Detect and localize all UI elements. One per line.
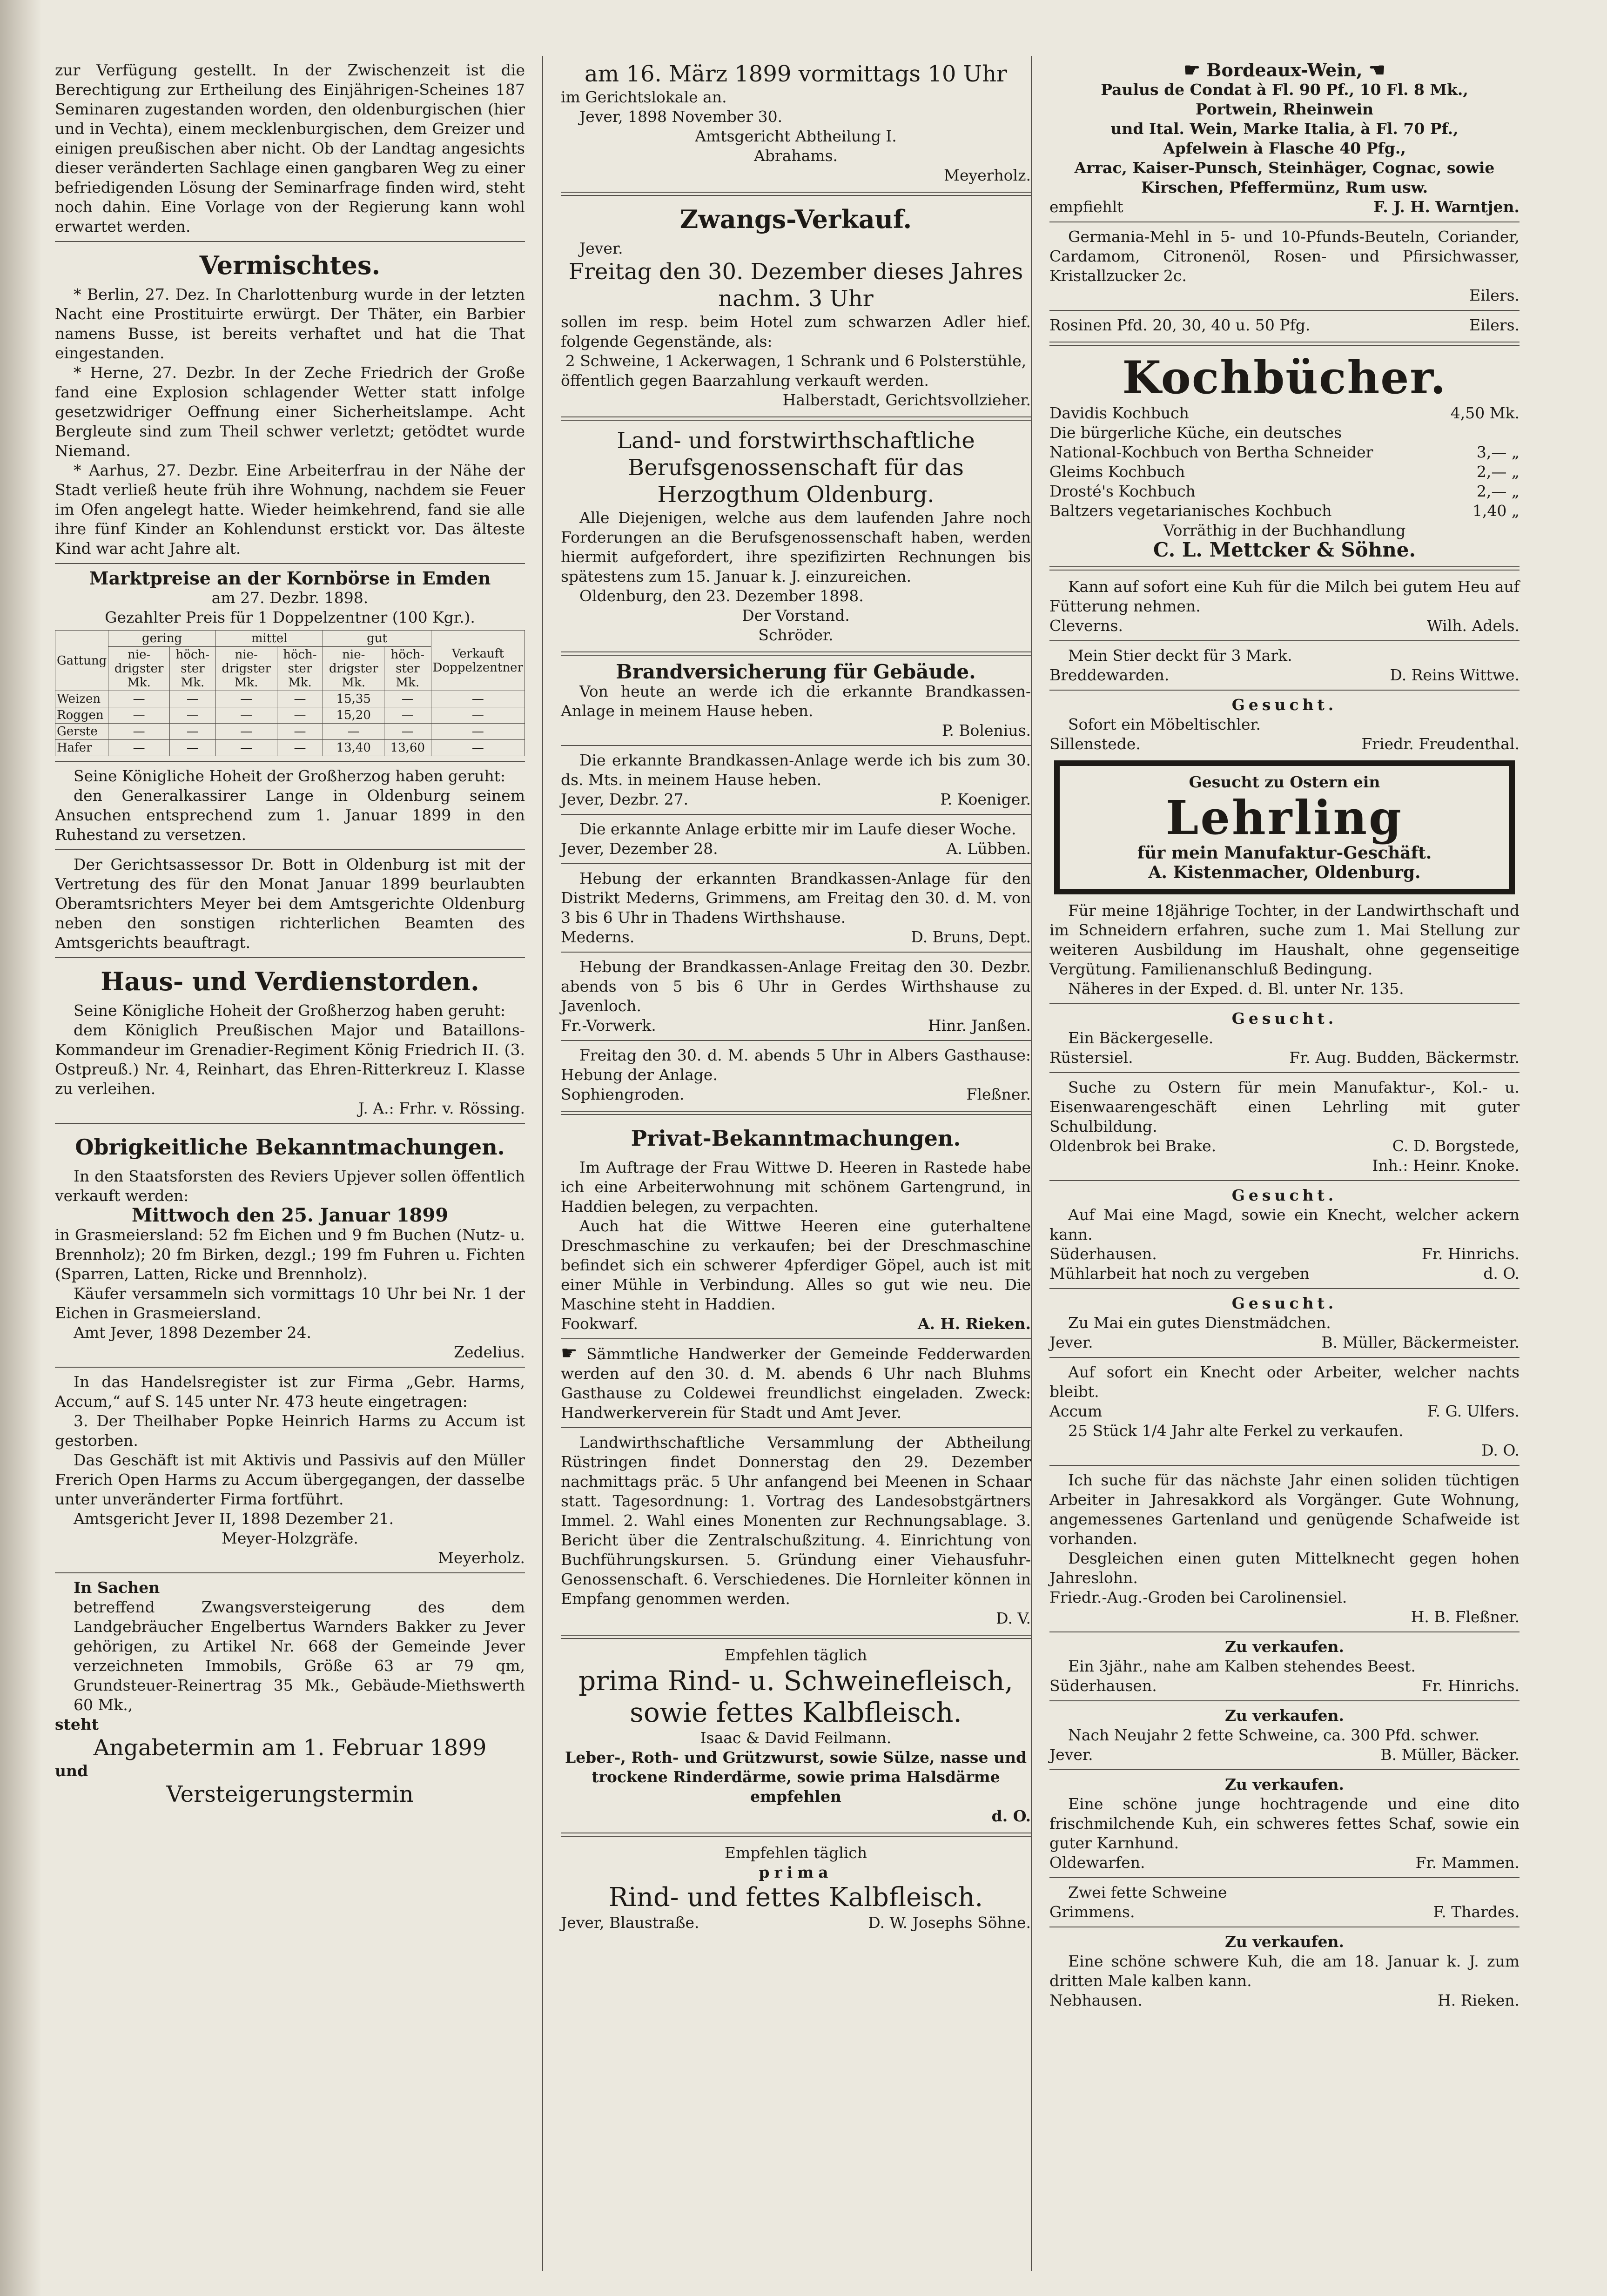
th-verkauft: Verkauft Doppelzentner [431, 631, 524, 691]
column-rule-2 [1031, 56, 1032, 2271]
zwangsverkauf-text: sollen im resp. beim Hotel zum schwarzen Adler hief. folgende Gegenstände, als: [561, 313, 1031, 350]
gesucht-heading: Gesucht. [1231, 1294, 1338, 1312]
th-nied: nie-drigster Mk. [323, 647, 384, 691]
column-1 [55, 60, 525, 1808]
tochter-info: Näheres in der Exped. d. Bl. unter Nr. 135. [1068, 980, 1404, 998]
list-item: Baltzers vegetarianisches Kochbuch 1,40 „ [1049, 502, 1520, 520]
fleisch2-headline: Rind- und fettes Kalbfleisch. [608, 1882, 983, 1913]
handelsregister-text: Das Geschäft ist mit Aktivis und Passivis auf den Müller Frerich Open Harms zu Accum übergegangen, der dasselbe unter unveränderter Firma fortführt. [55, 1451, 525, 1508]
zwangsverkauf-date: Freitag den 30. Dezember dieses Jahres nachm. 3 Uhr [568, 259, 1023, 312]
lehrling-headline: Lehrling [1166, 790, 1403, 845]
th-nied: nie-drigster Mk. [108, 647, 170, 691]
divider [1049, 690, 1520, 691]
wein-line-2: Portwein, Rheinwein [1195, 100, 1374, 118]
wein-line-5: Arrac, Kaiser-Punsch, Steinhäger, Cognac, sowie Kirschen, Pfeffermünz, Rum usw. [1074, 159, 1495, 196]
divider [1049, 566, 1520, 571]
privat-heading: Privat-Bekanntmachungen. [631, 1126, 961, 1151]
landwirtschaft-signature: D. V. [996, 1609, 1031, 1627]
verkaufen-text: Eine schöne schwere Kuh, die am 18. Januar k. J. zum dritten Male kalben kann. [1049, 1952, 1520, 1990]
fleisch-intro: Empfehlen täglich [724, 1646, 867, 1664]
divider [55, 849, 525, 850]
wein-line-4: Apfelwein à Flasche 40 Pfg., [1163, 139, 1406, 157]
news-herne: * Herne, 27. Dezbr. In der Zeche Friedrich der Große fand eine Explosion schlagender Wetter statt infolge gesetzwidriger Oeffnung einer Sicherheitslampe. Acht Bergleute sind zum Theil schwer verletzt; getödtet wurde Niemand. [55, 363, 525, 460]
brand-footer-4: Mederns. D. Bruns, Dept. [561, 928, 1031, 946]
divider [561, 651, 1031, 656]
privat-notice-2: Auch hat die Wittwe Heeren eine guterhaltene Dreschmaschine zu verkaufen; bei der Dreschmaschine befindet sich ein schwerer 4pferdiger Göpel, auch ist mit einer Mühle in Verbindung. Alles so gut wie neu. Die Maschine steht in Haddien. [561, 1217, 1031, 1313]
angabetermin: Angabetermin am 1. Februar 1899 [93, 1735, 487, 1761]
arbeiter-place: Friedr.-Aug.-Groden bei Carolinensiel. [1049, 1588, 1347, 1606]
ferkel-notice: 25 Stück 1/4 Jahr alte Ferkel zu verkaufen. [1068, 1422, 1404, 1440]
forest-sale-items: in Grasmeiersland: 52 fm Eichen und 9 fm Buchen (Nutz- u. Brennholz); 20 fm Birken, dezgl.; 199 fm Fuhren u. Fichten (Sparren, Latten, Ricke und Brennholz). [55, 1226, 525, 1283]
handelsregister-signature: Meyer-Holzgräfe. [222, 1529, 358, 1547]
vermischtes-heading: Vermischtes. [199, 250, 381, 280]
divider [1049, 342, 1520, 346]
tochter-notice: Für meine 18jährige Tochter, in der Landwirthschaft und im Schneidern erfahren, suche zum 1. Mai Stellung zur weiteren Ausbildung im Haushalt, ohne gegenseitige Vergütung. Familienanschluß Bedingung. [1049, 901, 1520, 978]
divider [561, 745, 1031, 746]
handwerker-notice: ☛ Sämmtliche Handwerker der Gemeinde Fedderwarden werden auf den 30. d. M. abends 6 Uhr nach Bluhms Gasthause zu Coldewei freundlichst eingeladen. Zweck: Handwerkerverein für Stadt und Amt Jever. [561, 1343, 1031, 1422]
divider [55, 761, 525, 762]
th-mittel: mittel [215, 631, 323, 647]
lehrling-owner: Inh.: Heinr. Knoke. [1372, 1156, 1520, 1175]
stier-footer: Breddewarden. D. Reins Wittwe. [1049, 666, 1520, 684]
verkaufen-text: Zwei fette Schweine [1068, 1883, 1227, 1901]
brand-footer-3: Jever, Dezember 28. A. Lübben. [561, 839, 1031, 858]
divider [561, 1833, 1031, 1837]
handelsregister-intro: In das Handelsregister ist zur Firma „Gebr. Harms, Accum,“ auf S. 145 unter Nr. 473 heute eingetragen: [55, 1373, 525, 1410]
th-hoech: höch-ster Mk. [384, 647, 431, 691]
divider [1049, 1288, 1520, 1289]
wein-heading: ☛ Bordeaux-Wein, ☚ [1183, 59, 1385, 81]
berufsgenossenschaft-text: Alle Diejenigen, welche aus dem laufenden Jahre noch Forderungen an die Berufsgenossenschaft haben, werden hiermit aufgefordert, ihre spezifizirten Rechnungen bis spätestens zum 15. Januar k. J. einzureichen. [561, 509, 1031, 585]
fleisch2-intro: Empfehlen täglich [724, 1844, 867, 1862]
divider [561, 1427, 1031, 1428]
market-subtitle: Gezahlter Preis für 1 Doppelzentner (100 Kgr.). [105, 608, 475, 626]
verkaufen-text: Nach Neujahr 2 fette Schweine, ca. 300 Pfd. schwer. [1068, 1726, 1480, 1744]
verkaufen-heading: Zu verkaufen. [1224, 1775, 1345, 1793]
berufsgenossenschaft-heading: Land- und forstwirthschaftliche Berufsgenossenschaft für das Herzogthum Oldenburg. [617, 428, 975, 508]
pointing-hand-icon: ☛ [1183, 59, 1201, 81]
divider [561, 1040, 1031, 1041]
hoheit-intro: Seine Königliche Hoheit der Großherzog haben geruht: [74, 767, 506, 785]
brand-footer-2: Jever, Dezbr. 27. P. Koeniger. [561, 790, 1031, 808]
table-row: Roggen — — — — 15,20 — — [55, 707, 525, 724]
orden-heading: Haus- und Verdienstorden. [101, 967, 479, 996]
divider [561, 863, 1031, 864]
news-berlin: * Berlin, 27. Dez. In Charlottenburg wurde in der letzten Nacht eine Prostituirte erwürgt. Der Thäter, ein Barbier namens Busse, ist bereits verhaftet und hat die That eingestanden. [55, 285, 525, 362]
gesucht-text: Zu Mai ein gutes Dienstmädchen. [1068, 1314, 1331, 1332]
sachen-heading: In Sachen [74, 1578, 160, 1597]
verkaufen-heading: Zu verkaufen. [1224, 1706, 1345, 1725]
th-nied: nie-drigster Mk. [215, 647, 277, 691]
verkaufen-footer: Grimmens. F. Thardes. [1049, 1903, 1520, 1921]
sachen-steht: steht [55, 1715, 99, 1733]
verkaufen-footer: Jever. B. Müller, Bäcker. [1049, 1745, 1520, 1764]
landwirtschaft-notice: Landwirthschaftliche Versammlung der Abtheilung Rüstringen findet Donnerstag den 29. Dezember nachmittags präc. 5 Uhr anfangend bei Meenen in Schaar statt. Tagesordnung: 1. Vortrag des Landesobstgärtners Immel. 2. Wahl eines Monenten zur Rechnungsablage. 3. Bericht über die Zentralschußzitung. 4. Einrichtung von Buchführungskursen. 5. Gründung einer Viehausfuhr-Genossenschaft. 6. Verschiedenes. Die Hornleiter können in Empfang genommen werden. [561, 1433, 1031, 1608]
auction-place-date: Jever, 1898 November 30. [579, 107, 783, 126]
list-item: Davidis Kochbuch 4,50 Mk. [1049, 404, 1520, 422]
sachen-und: und [55, 1762, 88, 1780]
news-aarhus: * Aarhus, 27. Dezbr. Eine Arbeiterfrau in der Nähe der Stadt verließ heute früh ihre Wohnung, nachdem sie Feuer im Ofen angelegt hatte. Wieder heimkehrend, fand sie alle ihre fünf Kinder an Kohlendunst erstickt vor. Das älteste Kind war acht Jahre alt. [55, 461, 525, 557]
gesucht-text: Ein Bäckergeselle. [1068, 1029, 1214, 1047]
column-3 [1049, 60, 1520, 2010]
gesucht-footer: Süderhausen. Fr. Hinrichs. [1049, 1245, 1520, 1263]
fleisch-wurst: Leber-, Roth- und Grützwurst, sowie Sülze, nasse und trockene Rinderdärme, sowie prima Halsdärme empfehlen [565, 1748, 1027, 1806]
gesucht-footer: Rüstersiel. Fr. Aug. Budden, Bäckermstr. [1049, 1048, 1520, 1067]
verkaufen-footer: Nebhausen. H. Rieken. [1049, 1991, 1520, 2009]
zwangsverkauf-heading: Zwangs-Verkauf. [679, 204, 912, 234]
brand-notice-5: Hebung der Brandkassen-Anlage Freitag den 30. Dezbr. abends von 5 bis 6 Uhr in Gerdes Wirthshause zu Javenloch. [561, 958, 1031, 1015]
divider [1049, 1700, 1520, 1701]
gesucht-text: Auf Mai eine Magd, sowie ein Knecht, welcher ackern kann. [1049, 1206, 1520, 1243]
fleisch-signature: d. O. [991, 1807, 1031, 1825]
auction-location: im Gerichtslokale an. [561, 88, 727, 106]
versteigerungstermin: Versteigerungstermin [166, 1781, 414, 1807]
verkaufen-text: Eine schöne junge hochtragende und eine dito frischmilchende Kuh, ein schweres fettes Schaf, sowie ein guter Karnhund. [1049, 1795, 1520, 1852]
divider [561, 1338, 1031, 1339]
ferkel-signature: D. O. [1481, 1441, 1520, 1459]
zwangsverkauf-signature: Halberstadt, Gerichtsvollzieher. [782, 391, 1031, 409]
germania-signature: Eilers. [1469, 286, 1520, 304]
handelsregister-entry: 3. Der Theilhaber Popke Heinrich Harms zu Accum ist gestorben. [55, 1412, 525, 1450]
brand-notice-4: Hebung der erkannten Brandkassen-Anlage für den Distrikt Mederns, Grimmens, am Freitag den 30. d. M. von 3 bis 6 Uhr in Thadens Wirthshause. [561, 869, 1031, 926]
kuh-notice: Kann auf sofort eine Kuh für die Milch bei gutem Heu auf Fütterung nehmen. [1049, 577, 1520, 615]
brand-footer-6: Sophiengroden. Fleßner. [561, 1085, 1031, 1103]
market-date: am 27. Dezbr. 1898. [211, 589, 369, 607]
table-row: Weizen — — — — 15,35 — — [55, 691, 525, 707]
divider [1049, 1465, 1520, 1466]
verkaufen-text: Ein 3jähr., nahe am Kalben stehendes Beest. [1068, 1657, 1416, 1675]
zwangsverkauf-place: Jever. [579, 239, 623, 257]
lehrling-notice: Suche zu Ostern für mein Manufaktur-, Kol.- u. Eisenwaarengeschäft einen Lehrling mit guter Schulbildung. [1049, 1078, 1520, 1135]
seminar-article-end: zur Verfügung gestellt. In der Zwischenzeit ist die Berechtigung zur Ertheilung des Einjährigen-Scheines 187 Seminaren zugestanden worden, den oldenburgischen (hier und in Vechta), einem mecklenburgischen, dem Greizer und einigen preußischen aber nicht. Ob der Landtag angesichts dieser veränderten Sachlage einen gangbaren Weg zu einer befriedigenden Lösung der Seminarfrage finden wird, steht noch dahin. Eine Vorlage von der Regierung kann wohl erwartet werden. [55, 61, 525, 235]
divider [55, 957, 525, 958]
auction-signature-2: Meyerholz. [944, 166, 1031, 184]
divider [1049, 1631, 1520, 1632]
auction-date: am 16. März 1899 vormittags 10 Uhr [585, 61, 1007, 87]
germania-notice: Germania-Mehl in 5- und 10-Pfunds-Beuteln, Coriander, Cardamom, Citronenöl, Rosen- und Pfirsichwasser, Kristallzucker 2c. [1049, 228, 1520, 285]
verkaufen-footer: Oldewarfen. Fr. Mammen. [1049, 1853, 1520, 1872]
verkaufen-heading: Zu verkaufen. [1224, 1933, 1345, 1951]
fleisch-headline-1: prima Rind- u. Schweinefleisch, [578, 1665, 1013, 1697]
divider [1049, 1180, 1520, 1181]
stier-notice: Mein Stier deckt für 3 Mark. [1068, 646, 1292, 665]
privat-notice-1: Im Auftrage der Frau Wittwe D. Heeren in Rastede habe ich eine Arbeiterwohnung mit schönem Gartengrund, in Haddien belegen, zu verpachten. [561, 1158, 1031, 1215]
privat-footer: Fookwarf. A. H. Rieken. [561, 1315, 1031, 1333]
brand-notice-2: Die erkannte Brandkassen-Anlage werde ich bis zum 30. ds. Mts. in meinem Hause heben. [561, 751, 1031, 789]
hoheit-text-2: Der Gerichtsassessor Dr. Bott in Oldenburg ist mit der Vertretung des für den Monat Januar 1899 beurlaubten Oberamtsrichters Meyer bei dem Amtsgerichte Oldenburg neben den sonstigen richterlichen Beamten des Amtsgerichts beauftragt. [55, 855, 525, 952]
divider [1049, 640, 1520, 641]
berufsgenossenschaft-date: Oldenburg, den 23. Dezember 1898. [579, 587, 864, 605]
brand-notice-6: Freitag den 30. d. M. abends 5 Uhr in Albers Gasthause: Hebung der Anlage. [561, 1046, 1031, 1084]
divider [1049, 1769, 1520, 1770]
zwangsverkauf-payment: öffentlich gegen Baarzahlung verkauft werden. [561, 371, 929, 389]
kochbuecher-heading: Kochbücher. [1122, 351, 1447, 404]
forest-sale-place: Amt Jever, 1898 Dezember 24. [74, 1323, 312, 1342]
gesucht-text: Sofort ein Möbeltischler. [1068, 715, 1261, 733]
divider [55, 563, 525, 564]
divider [55, 1123, 525, 1124]
brand-signature-1: P. Bolenius. [941, 721, 1031, 739]
knecht-footer: Accum F. G. Ulfers. [1049, 1402, 1520, 1420]
obrig-heading: Obrigkeitliche Bekanntmachungen. [75, 1135, 505, 1160]
auction-signature: Abrahams. [753, 147, 838, 165]
brand-notice-1: Von heute an werde ich die erkannte Brandkassen-Anlage in meinem Hause heben. [561, 682, 1031, 720]
gesucht-heading: Gesucht. [1231, 1009, 1338, 1027]
divider [1049, 1877, 1520, 1878]
berufsgenossenschaft-board: Der Vorstand. [742, 606, 850, 624]
knecht-notice: Auf sofort ein Knecht oder Arbeiter, welcher nachts bleibt. [1049, 1363, 1520, 1401]
pointing-hand-icon: ☛ [561, 1343, 578, 1364]
wein-line-1: Paulus de Condat à Fl. 90 Pf., 10 Fl. 8 Mk., [1101, 81, 1468, 99]
wein-line-3: und Ital. Wein, Marke Italia, à Fl. 70 Pf., [1110, 120, 1459, 138]
handelsregister-place: Amtsgericht Jever II, 1898 Dezember 21. [74, 1510, 394, 1528]
kochbuecher-stock: Vorräthig in der Buchhandlung [1163, 521, 1406, 539]
verkaufen-footer: Süderhausen. Fr. Hinrichs. [1049, 1677, 1520, 1695]
fleisch-headline-2: sowie fettes Kalbfleisch. [630, 1697, 962, 1728]
muehlarbeit-line: Mühlarbeit hat noch zu vergeben d. O. [1049, 1264, 1520, 1282]
kochbuecher-firm: C. L. Mettcker & Söhne. [1153, 538, 1416, 561]
rosinen-line: Rosinen Pfd. 20, 30, 40 u. 50 Pfg. Eilers. [1049, 316, 1520, 334]
pointing-hand-icon: ☚ [1368, 59, 1385, 81]
divider [55, 1572, 525, 1573]
column-2 [561, 60, 1031, 1933]
divider [55, 1367, 525, 1368]
forest-sale-meet: Käufer versammeln sich vormittags 10 Uhr bei Nr. 1 der Eichen in Grasmeiersland. [55, 1284, 525, 1322]
zwangsverkauf-items: 2 Schweine, 1 Ackerwagen, 1 Schrank und 6 Polsterstühle, [565, 352, 1027, 370]
table-row: Gerste — — — — — — — [55, 724, 525, 740]
lehrling-box-ad: Gesucht zu Ostern ein Lehrling für mein Manufaktur-Geschäft. A. Kistenmacher, Oldenburg. [1054, 760, 1515, 894]
forest-sale-intro: In den Staatsforsten des Reviers Upjever sollen öffentlich verkauft werden: [55, 1167, 525, 1205]
gesucht-footer: Sillenstede. Friedr. Freudenthal. [1049, 735, 1520, 753]
berufsgenossenschaft-signature: Schröder. [758, 626, 834, 644]
th-gut: gut [323, 631, 431, 647]
market-title: Marktpreise an der Kornbörse in Emden [89, 568, 491, 589]
divider [1049, 1072, 1520, 1073]
divider [561, 416, 1031, 421]
th-gattung: Gattung [55, 631, 108, 691]
gesucht-heading: Gesucht. [1231, 1186, 1338, 1204]
verkaufen-heading: Zu verkaufen. [1224, 1638, 1345, 1656]
gesucht-heading: Gesucht. [1231, 696, 1338, 714]
hoheit-text: den Generalkassirer Lange in Oldenburg seinem Ansuchen entsprechend zum 1. Januar 1899 in den Ruhestand zu versetzen. [55, 786, 525, 844]
divider [561, 192, 1031, 196]
divider [1049, 1003, 1520, 1004]
fleisch2-prima: prima [759, 1863, 833, 1881]
th-hoech: höch-ster Mk. [169, 647, 215, 691]
auction-court: Amtsgericht Abtheilung I. [695, 127, 897, 145]
orden-text: dem Königlich Preußischen Major und Bataillons-Kommandeur im Grenadier-Regiment König Friedrich II. (3. Ostpreuß.) Nr. 4, Reinhart, das Ehren-Ritterkreuz I. Klasse zu verleihen. [55, 1021, 525, 1098]
divider [55, 241, 525, 242]
divider [561, 1635, 1031, 1639]
divider [1049, 310, 1520, 311]
arbeiter-notice: Ich suche für das nächste Jahr einen soliden tüchtigen Arbeiter in Jahresakkord als Vorgänger. Gute Wohnung, angemessenes Gartenland und genügende Schafweide ist vorhanden. [1049, 1471, 1520, 1548]
brand-notice-3: Die erkannte Anlage erbitte mir im Laufe dieser Woche. [579, 820, 1016, 838]
list-item: Die bürgerliche Küche, ein deutsches National-Kochbuch von Bertha Schneider 3,— „ [1049, 423, 1520, 461]
column-rule-1 [542, 56, 543, 2271]
divider [561, 952, 1031, 953]
table-row: Hafer — — — — 13,40 13,60 — [55, 740, 525, 756]
forest-sale-signature: Zedelius. [454, 1343, 525, 1361]
orden-signature: J. A.: Frhr. v. Rössing. [358, 1099, 525, 1117]
sachen-text: betreffend Zwangsversteigerung des dem Landgebräucher Engelbertus Warnders Bakker zu Jever gehörigen, zu Artikel Nr. 668 der Gemeinde Jever verzeichneten Immobils, Größe 63 ar 79 qm, Grundsteuer-Reinertrag 35 Mk., Gebäude-Miethswerth 60 Mk., [74, 1598, 525, 1714]
th-gering: gering [108, 631, 216, 647]
divider [561, 814, 1031, 815]
brand-footer-5: Fr.-Vorwerk. Hinr. Janßen. [561, 1016, 1031, 1034]
gesucht-footer: Jever. B. Müller, Bäckermeister. [1049, 1333, 1520, 1351]
fleisch2-footer: Jever, Blaustraße. D. W. Josephs Söhne. [561, 1913, 1031, 1932]
market-price-table [55, 630, 525, 756]
arbeiter-notice-2: Desgleichen einen guten Mittelknecht gegen hohen Jahreslohn. [1049, 1549, 1520, 1587]
divider [561, 1111, 1031, 1115]
page-binding-shadow [0, 0, 42, 2296]
fleisch-firm: Isaac & David Feilmann. [700, 1729, 892, 1747]
arbeiter-signature: H. B. Fleßner. [1411, 1608, 1520, 1626]
orden-intro: Seine Königliche Hoheit der Großherzog haben geruht: [74, 1001, 506, 1020]
handelsregister-signature-2: Meyerholz. [438, 1549, 525, 1567]
forest-sale-date: Mittwoch den 25. Januar 1899 [131, 1204, 449, 1226]
list-item: Gleims Kochbuch 2,— „ [1049, 463, 1520, 481]
th-hoech: höch-ster Mk. [277, 647, 323, 691]
brandversicherung-heading: Brandversicherung für Gebäude. [616, 660, 976, 683]
wein-footer: empfiehlt F. J. H. Warntjen. [1049, 198, 1520, 216]
kuh-footer: Cleverns. Wilh. Adels. [1049, 617, 1520, 635]
list-item: Drosté's Kochbuch 2,— „ [1049, 482, 1520, 500]
lehrling-footer: Oldenbrok bei Brake. C. D. Borgstede, [1049, 1137, 1520, 1155]
divider [1049, 1357, 1520, 1358]
